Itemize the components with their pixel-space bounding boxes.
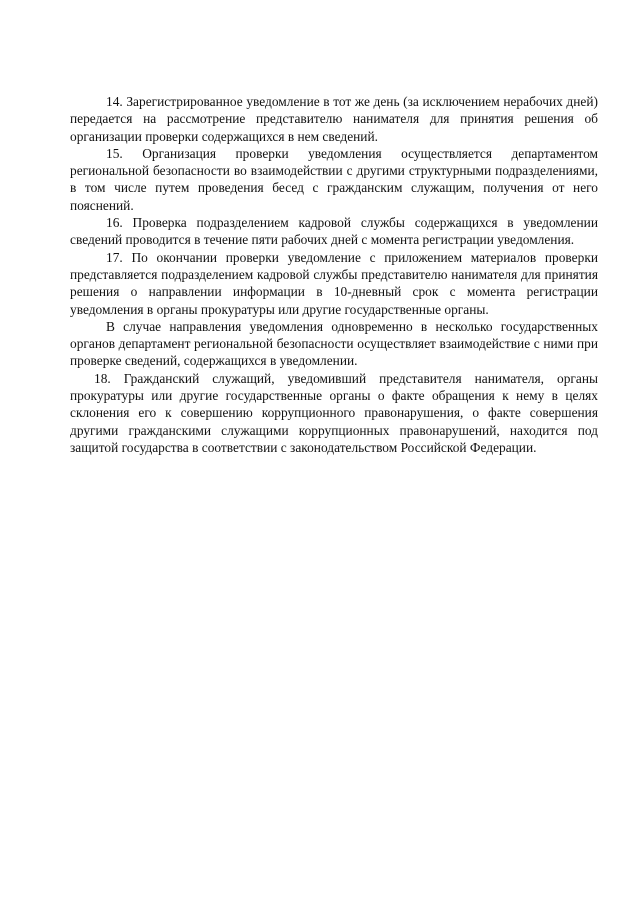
paragraph-17-continuation: В случае направления уведомления одновременно в несколько государственных органов департамент региональной безопасности осуществляет взаимодействие с ними при проверке сведений, содержащихся в уведомлении. bbox=[70, 318, 598, 369]
paragraph-15: 15. Организация проверки уведомления осуществляется департаментом региональной безопасности во взаимодействии с другими структурными подразделениями, в том числе путем проведения бесед с гражданским служащим, получения от него пояснений. bbox=[70, 145, 598, 213]
paragraph-18: 18. Гражданский служащий, уведомивший представителя нанимателя, органы прокуратуры или другие государственные органы о факте обращения к нему в целях склонения его к совершению коррупционного правонарушения, о факте совершения другими гражданскими служащими коррупционных правонарушений, находится под защитой государства в соответствии с законодательством Российской Федерации. bbox=[70, 370, 598, 455]
document-body bbox=[70, 93, 598, 456]
paragraph-17: 17. По окончании проверки уведомление с приложением материалов проверки представляется подразделением кадровой службы представителю нанимателя для принятия решения о направлении информации в 10-дневный срок с момента регистрации уведомления в органы прокуратуры или другие государственные органы. bbox=[70, 249, 598, 317]
paragraph-16: 16. Проверка подразделением кадровой службы содержащихся в уведомлении сведений проводится в течение пяти рабочих дней с момента регистрации уведомления. bbox=[70, 215, 598, 248]
paragraph-14: 14. Зарегистрированное уведомление в тот же день (за исключением нерабочих дней) передается на рассмотрение представителю нанимателя для принятия решения об организации проверки содержащихся в нем сведений. bbox=[70, 94, 598, 144]
